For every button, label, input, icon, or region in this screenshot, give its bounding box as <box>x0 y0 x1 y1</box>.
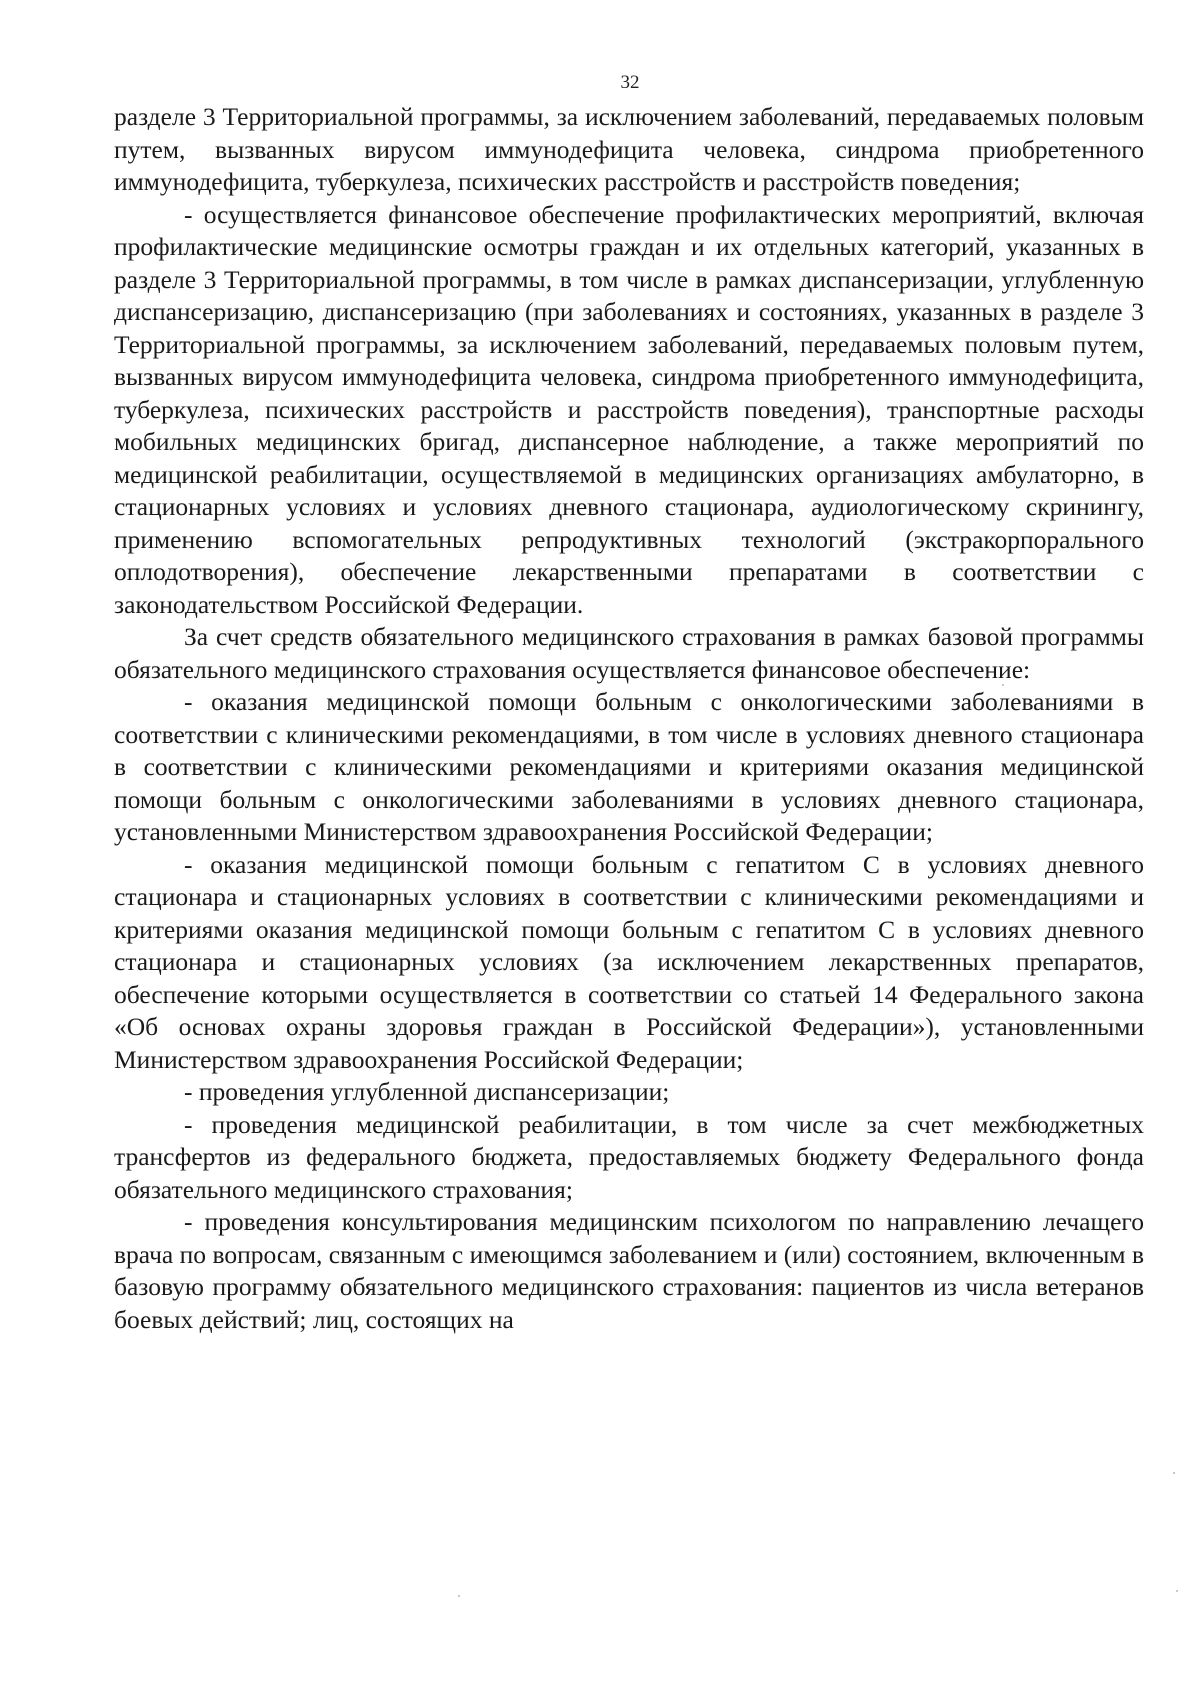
scan-speck <box>458 1595 460 1597</box>
paragraph-preventive-measures: - осуществляется финансовое обеспечение профилактических мероприятий, включая профилактические медицинские осмотры граждан и их отдельных категорий, указанных в разделе 3 Территориальной программы, в том числе в рамках диспансеризации, углубленную диспансеризацию, диспансеризацию (при заболеваниях и состояниях, указанных в разделе 3 Территориальной программы, за исключением заболеваний, передаваемых половым путем, вызванных вирусом иммунодефицита человека, синдрома приобретенного иммунодефицита, туберкулеза, психических расстройств и расстройств поведения), транспортные расходы мобильных медицинских бригад, диспансерное наблюдение, а также мероприятий по медицинской реабилитации, осуществляемой в медицинских организациях амбулаторно, в стационарных условиях и условиях дневного стационара, аудиологическому скринингу, применению вспомогательных репродуктивных технологий (экстракорпорального оплодотворения), обеспечение лекарственными препаратами в соответствии с законодательством Российской Федерации. <box>114 199 1144 619</box>
paragraph-oncology-care: - оказания медицинской помощи больным с онкологическими заболеваниями в соответствии с клиническими рекомендациями, в том числе в условиях дневного стационара в соответствии с клиническими рекомендациями и критериями оказания медицинской помощи больным с онкологическими заболеваниями в условиях дневного стационара, установленными Министерством здравоохранения Российской Федерации; <box>114 687 1144 846</box>
paragraph-oms-funding-intro: За счет средств обязательного медицинского страхования в рамках базовой программы обязательного медицинского страхования осуществляется финансовое обеспечение: <box>114 622 1144 684</box>
scan-speck <box>1002 684 1004 686</box>
paragraph-psychologist-consulting: - проведения консультирования медицинским психологом по направлению лечащего врача по вопросам, связанным с имеющимся заболеванием и (или) состоянием, включенным в базовую программу обязательного медицинского страхования: пациентов из числа ветеранов боевых действий; лиц, состоящих на <box>114 1207 1144 1334</box>
paragraph-rehabilitation: - проведения медицинской реабилитации, в том числе за счет межбюджетных трансфертов из федерального бюджета, предоставляемых бюджету Федерального фонда обязательного медицинского страхования; <box>114 1109 1144 1204</box>
scan-speck <box>1173 1472 1175 1474</box>
paragraph-in-depth-checkup: - проведения углубленной диспансеризации; <box>184 1077 670 1106</box>
page-number: 32 <box>620 72 640 93</box>
document-body <box>114 101 1144 1336</box>
paragraph-continuation: разделе 3 Территориальной программы, за исключением заболеваний, передаваемых половым путем, вызванных вирусом иммунодефицита человека, синдрома приобретенного иммунодефицита, туберкулеза, психических расстройств и расстройств поведения; <box>114 102 1144 196</box>
scan-speck <box>1176 1590 1178 1592</box>
paragraph-hepatitis-c-care: - оказания медицинской помощи больным с гепатитом С в условиях дневного стационара и стационарных условиях в соответствии с клиническими рекомендациями и критериями оказания медицинской помощи больным с гепатитом С в условиях дневного стационара и стационарных условиях (за исключением лекарственных препаратов, обеспечение которыми осуществляется в соответствии со статьей 14 Федерального закона «Об основах охраны здоровья граждан в Российской Федерации»), установленными Министерством здравоохранения Российской Федерации; <box>114 849 1144 1074</box>
